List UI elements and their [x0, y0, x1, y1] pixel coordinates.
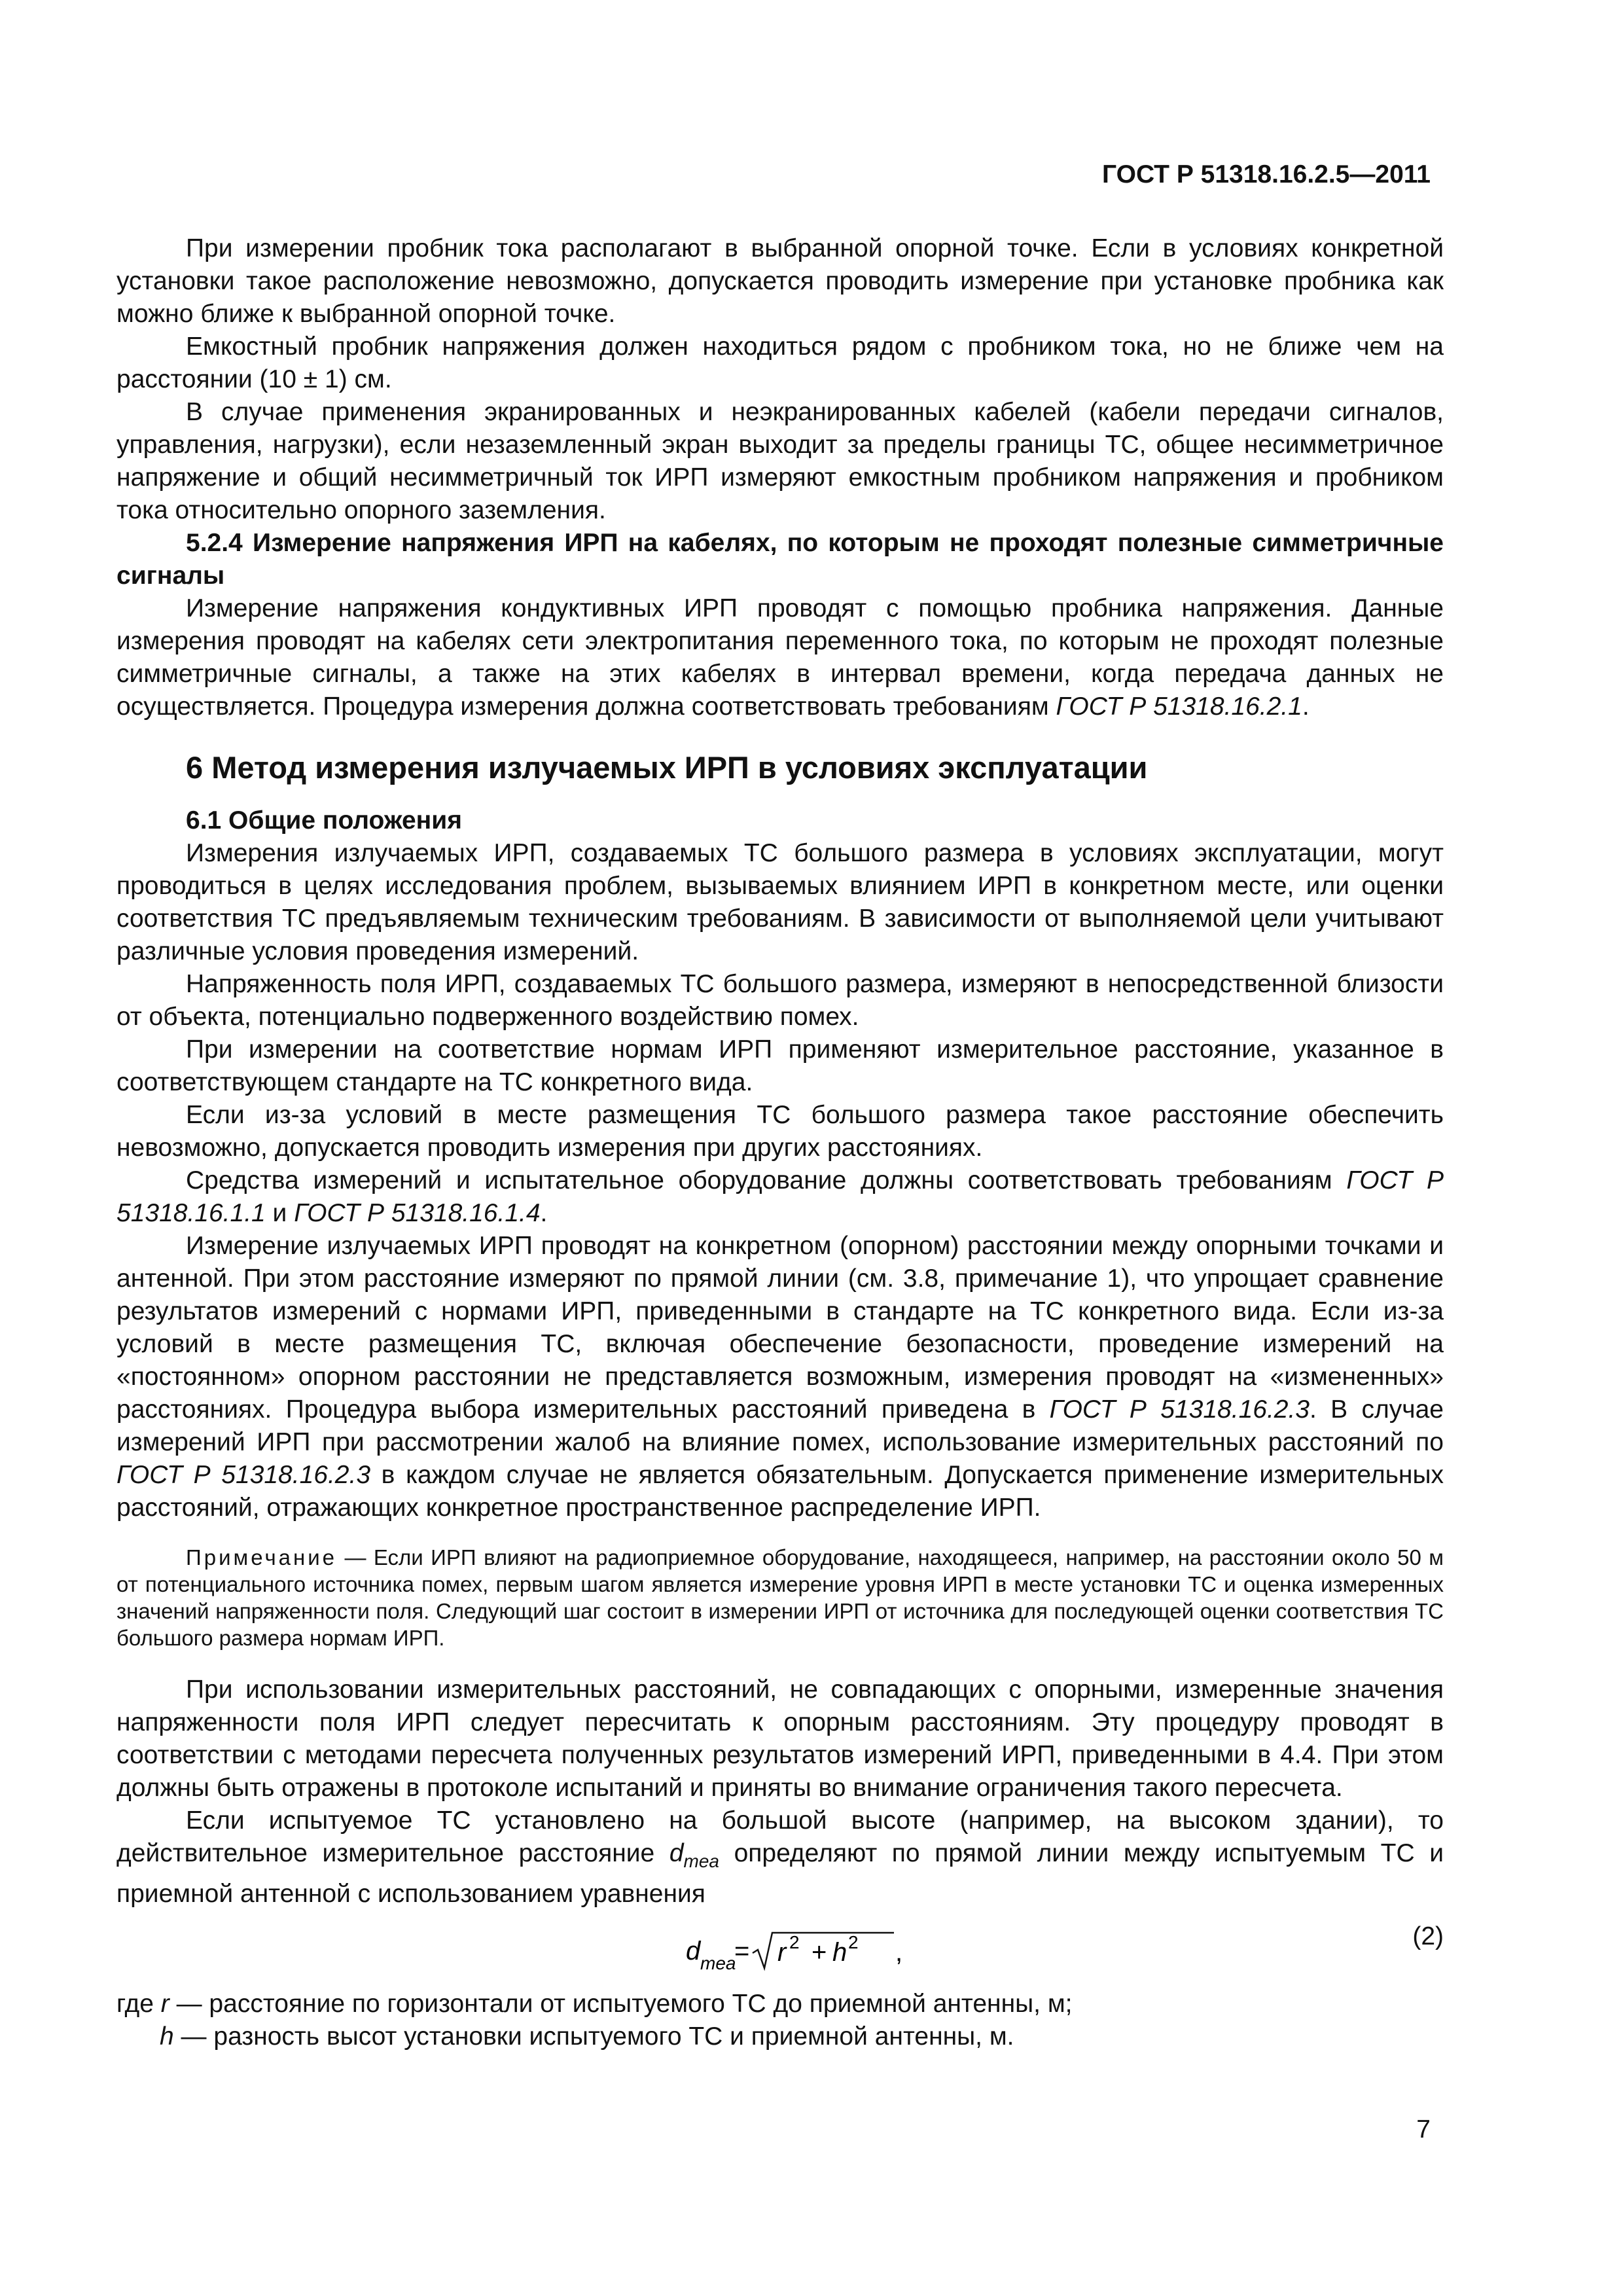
eq-lhs-var: d	[686, 1936, 701, 1965]
paragraph: Если из-за условий в месте размещения ТС большого размера такое расстояние обеспечить невозможно, допускается проводить измерения при других расстояниях.	[116, 1101, 1444, 1162]
paragraph-text: Средства измерений и испытательное оборудование должны соответствовать требованиям	[186, 1166, 1347, 1194]
standard-reference: ГОСТ Р 51318.16.2.3	[116, 1461, 371, 1489]
where-line	[116, 2020, 1444, 2053]
note	[116, 1544, 1444, 1651]
equation-row	[116, 1917, 1444, 1981]
standard-reference: ГОСТ Р 51318.16.1.1	[116, 1166, 1444, 1227]
standard-reference: ГОСТ Р 51318.16.2.1	[1056, 692, 1302, 721]
variable: r	[160, 1989, 169, 2018]
eq-h-exp: 2	[848, 1931, 859, 1952]
variable: h	[160, 2022, 174, 2051]
paragraph-text: и	[265, 1199, 294, 1227]
where-text: — расстояние по горизонтали от испытуемого ТС до приемной антенны, м;	[169, 1989, 1073, 2018]
variable-subscript: mea	[683, 1850, 719, 1871]
subsection-heading: 6.1 Общие положения	[186, 806, 462, 834]
paragraph-text: в каждом случае не является обязательным. Допускается применение измерительных расстояний, отражающих конкретное пространственное распределение ИРП.	[116, 1461, 1444, 1522]
where-text: где	[116, 1989, 161, 2018]
where-line	[116, 1988, 1444, 2020]
eq-comma: ,	[895, 1937, 903, 1967]
eq-h: h	[832, 1937, 847, 1967]
eq-r: r	[777, 1937, 787, 1967]
equation	[686, 1924, 908, 1976]
paragraph: При измерении пробник тока располагают в выбранной опорной точке. Если в условиях конкретной установки такое расположение невозможно, допускается проводить измерение при установке пробника как можно ближе к выбранной опорной точке.	[116, 234, 1444, 328]
page-body	[116, 232, 1444, 2053]
eq-r-exp: 2	[789, 1931, 800, 1952]
paragraph-text: Если испытуемое ТС установлено на большой высоте (например, на высоком здании), то действительное измерительное расстояние	[116, 1806, 1444, 1867]
paragraph: Емкостный пробник напряжения должен находиться рядом с пробником тока, но не ближе чем на расстоянии (10 ± 1) см.	[116, 332, 1444, 393]
paragraph: Средства измерений и испытательное оборудование должны соответствовать требованиям ГОСТ Р 51318.16.1.1 и ГОСТ Р 51318.16.1.4.	[116, 1166, 1444, 1227]
eq-plus: +	[812, 1937, 827, 1967]
subsection-heading: 5.2.4 Измерение напряжения ИРП на кабелях, по которым не проходят полезные симметричные сигналы	[116, 529, 1444, 590]
document-header: ГОСТ Р 51318.16.2.5—2011	[1102, 160, 1431, 188]
paragraph: При использовании измерительных расстояний, не совпадающих с опорными, измеренные значения напряженности поля ИРП следует пересчитать к опорным расстояниям. Эту процедуру проводят в соответствии с методами пересчета полученных результатов измерений ИРП, приведенными в 4.4. При этом должны быть отражены в протоколе испытаний и приняты во внимание ограничения такого пересчета.	[116, 1676, 1444, 1802]
equation-number: (2)	[1412, 1922, 1444, 1950]
paragraph-text: . В случае измерений ИРП при рассмотрении жалоб на влияние помех, использование измерительных расстояний по	[116, 1395, 1444, 1456]
paragraph	[116, 1230, 1444, 1524]
paragraph: Измерения излучаемых ИРП, создаваемых ТС большого размера в условиях эксплуатации, могут проводиться в целях исследования проблем, вызываемых влиянием ИРП в конкретном месте, или оценки соответствия ТС предъявляемым техническим требованиям. В зависимости от выполняемой цели учитывают различные условия проведения измерений.	[116, 839, 1444, 965]
standard-reference: ГОСТ Р 51318.16.1.4	[294, 1199, 541, 1227]
paragraph	[116, 1804, 1444, 1910]
page-number: 7	[1416, 2115, 1431, 2144]
paragraph: Измерение напряжения кондуктивных ИРП проводят с помощью пробника напряжения. Данные измерения проводят на кабелях сети электропитания переменного тока, по которым не проходят полезные симметричные сигналы, а также на этих кабелях в интервал времени, когда передача данных не осуществляется. Процедура измерения должна соответствовать требованиям ГОСТ Р 51318.16.2.1.	[116, 594, 1444, 721]
standard-reference: ГОСТ Р 51318.16.2.3	[1049, 1395, 1310, 1424]
note-label: Примечание	[186, 1545, 338, 1570]
paragraph-text: определяют по прямой линии между испытуемым ТС и приемной антенной с использованием уравнения	[116, 1839, 1444, 1908]
section-heading: 6 Метод измерения излучаемых ИРП в условиях эксплуатации	[186, 750, 1148, 785]
where-text: — разность высот установки испытуемого ТС и приемной антенны, м.	[173, 2022, 1014, 2051]
variable: d	[669, 1839, 684, 1867]
eq-lhs-sub: mea	[700, 1952, 736, 1973]
note-text: — Если ИРП влияют на радиоприемное оборудование, находящееся, например, на расстоянии около 50 м от потенциального источника помех, первым шагом является измерение уровня ИРП в месте установки ТС и оценка измеренных значений напряженности поля. Следующий шаг состоит в измерении ИРП от источника для последующей оценки соответствия ТС большого размера нормам ИРП.	[116, 1545, 1444, 1650]
paragraph: В случае применения экранированных и неэкранированных кабелей (кабели передачи сигналов, управления, нагрузки), если незаземленный экран выходит за пределы границы ТС, общее несимметричное напряжение и общий несимметричный ток ИРП измеряют емкостным пробником напряжения и пробником тока относительно опорного заземления.	[116, 398, 1444, 524]
paragraph: Напряженность поля ИРП, создаваемых ТС большого размера, измеряют в непосредственной близости от объекта, потенциально подверженного воздействию помех.	[116, 970, 1444, 1031]
paragraph: При измерении на соответствие нормам ИРП применяют измерительное расстояние, указанное в соответствующем стандарте на ТС конкретного вида.	[116, 1035, 1444, 1096]
eq-equals: =	[734, 1936, 750, 1965]
paragraph-text: Измерение напряжения кондуктивных ИРП проводят с помощью пробника напряжения. Данные измерения проводят на кабелях сети электропитания переменного тока, по которым не проходят полезные симметричные сигналы, а также на этих кабелях в интервал времени, когда передача данных не осуществляется. Процедура измерения должна соответствовать требованиям	[116, 594, 1444, 721]
paragraph-text: Измерение излучаемых ИРП проводят на конкретном (опорном) расстоянии между опорными точками и антенной. При этом расстояние измеряют по прямой линии (см. 3.8, примечание 1), что упрощает сравнение результатов измерений с нормами ИРП, приведенными в стандарте на ТС конкретного вида. Если из-за условий в месте размещения ТС, включая обеспечение безопасности, проведение измерений на «постоянном» опорном расстоянии не представляется возможным, измерения проводят на «измененных» расстояниях. Процедура выбора измерительных расстояний приведена в	[116, 1232, 1444, 1424]
